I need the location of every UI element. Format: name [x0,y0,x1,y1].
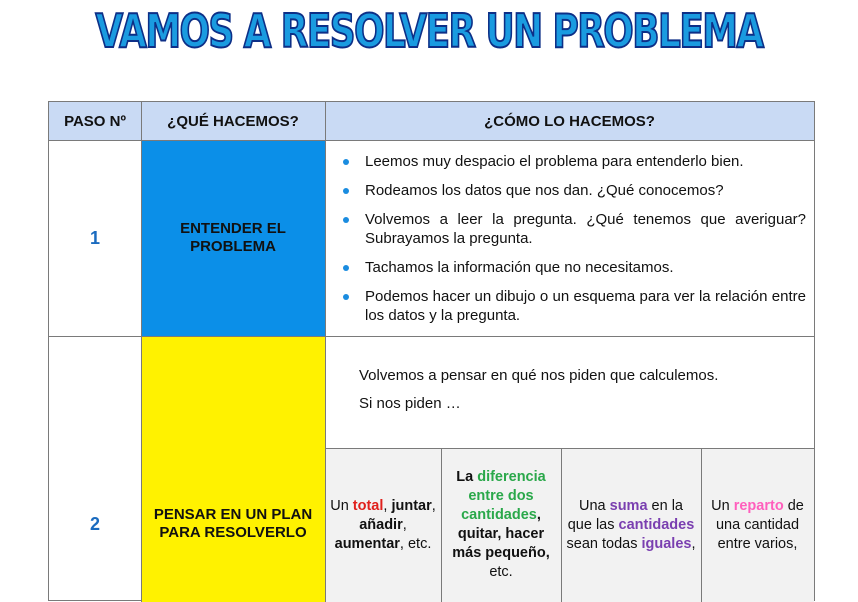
divider [325,448,814,449]
keyword-diferencia: diferencia entre dos cantidades [461,469,546,523]
bullet-icon [343,294,349,300]
list-item: Tachamos la información que no necesitamos. [335,258,806,277]
divider [561,448,562,602]
bullet-icon [343,265,349,271]
divider [701,448,702,602]
steps-table [48,101,815,601]
case-reparto: Un reparto de una cantidad entre varios, [701,448,814,602]
step-number-2: 2 [89,513,100,534]
bullet-icon [343,159,349,165]
divider [141,102,142,602]
case-total: Un total, juntar, añadir, aumentar, etc. [325,448,441,602]
list-item: Volvemos a leer la pregunta. ¿Qué tenemos que averiguar? Subrayamos la pregunta. [335,210,806,248]
step-how-1 [325,140,814,336]
divider [441,448,442,602]
list-item: Leemos muy despacio el problema para entenderlo bien. [335,152,806,171]
list-item: Rodeamos los datos que nos dan. ¿Qué conocemos? [335,181,806,200]
list-item: Podemos hacer un dibujo o un esquema para ver la relación entre los datos y la pregunta. [335,287,806,325]
keyword-reparto: reparto [733,497,784,514]
step-what-1: ENTENDER EL PROBLEMA [141,140,325,336]
step-number-1: 1 [89,227,100,248]
divider [49,336,814,337]
divider [49,140,814,141]
case-diferencia: La diferencia entre dos cantidades, quitar, hacer más pequeño, etc. [441,448,561,602]
step-how-2-intro [325,336,814,448]
header-step: PASO Nº [49,102,141,140]
keyword-total: total [352,497,384,514]
intro-line-1: Volvemos a pensar en qué nos piden que calculemos. [359,367,719,384]
bullet-icon [343,188,349,194]
case-suma: Una suma en la que las cantidades sean todas iguales, [561,448,701,602]
header-how: ¿CÓMO LO HACEMOS? [325,102,814,140]
page-title: VAMOS A RESOLVER UN PROBLEMA [95,4,763,58]
header-what: ¿QUÉ HACEMOS? [141,102,325,140]
intro-line-2: Si nos piden … [359,395,461,412]
how-list [335,152,806,325]
bullet-icon [343,217,349,223]
step-what-2: PENSAR EN UN PLAN PARA RESOLVERLO [141,336,325,602]
keyword-suma: suma [609,497,648,514]
divider [325,102,326,602]
